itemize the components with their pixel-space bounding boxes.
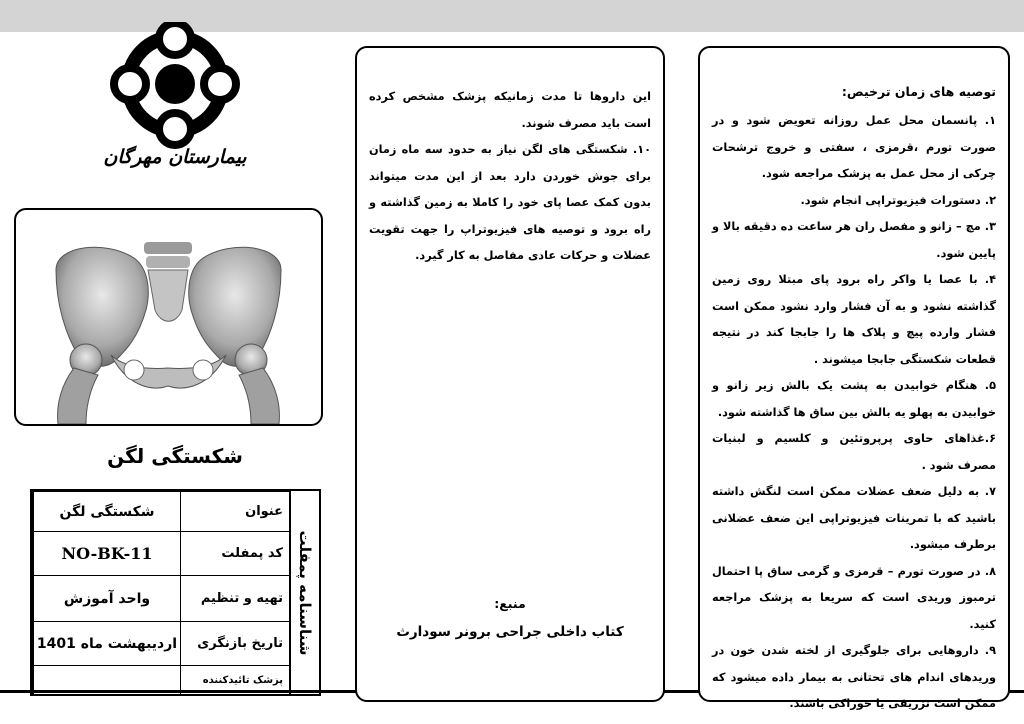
id-label: تهیه و تنظیم [181,576,290,622]
list-item: ۴. با عصا یا واکر راه برود پای مبتلا روی زمین گذاشته نشود و به آن فشار وارد نشود ممکن است فشار وارده پیچ و پلاک ها را جابجا کند در نتیجه قطعات شکستگی جابجا میشوند . [712,273,996,366]
id-table-grid [33,491,290,695]
list-item: ۷. به دلیل ضعف عضلات ممکن است لنگش داشته باشید که با تمرینات فیزیوتراپی این ضعف عضلانی برطرف میشود. [712,485,996,551]
id-label: کد پمفلت [181,532,290,576]
id-card-vertical-text: شناسنامه پمفلت [296,529,314,656]
id-label: عنوان [181,492,290,532]
list-item: ۹. داروهایی برای جلوگیری از لخته شدن خون در وریدهای اندام های تحتانی به بیمار داده میشود که ممکن است تزریقی یا خوراکی باشند. [712,644,996,710]
brochure-title: شکستگی لگن [107,444,243,468]
source-label: منبع: [494,596,526,611]
pamphlet-id-card [30,489,321,696]
list-item: ۶.غذاهای حاوی پرپروتئین و کلسیم و لبنیات مصرف شود . [712,432,996,472]
table-row [34,666,290,695]
paragraph: این داروها تا مدت زمانیکه پزشک مشخص کرده است باید مصرف شوند. [369,90,651,130]
table-row [34,532,290,576]
pelvis-bone-icon [16,210,321,424]
right-panel [698,46,1010,710]
id-value: واحد آموزش [34,576,181,622]
id-value: اردیبهشت ماه 1401 [34,622,181,666]
id-label: پزشک تائیدکننده [181,666,290,695]
list-item: ۸. در صورت تورم – قرمزی و گرمی ساق پا احتمال ترمبوز وریدی است که سریعا به پزشک مراجعه کنید. [712,564,996,631]
discharge-heading: توصیه های زمان ترخیص: [841,84,996,99]
id-value: شکستگی لگن [34,492,181,532]
id-value: NO-BK-11 [34,532,181,576]
logo-emblem-icon [100,22,250,152]
pelvis-image-frame [14,208,323,426]
hospital-name: بیمارستان مهرگان [103,146,247,168]
source-text: کتاب داخلی جراحی برونر سودارث [396,624,624,640]
list-item: ۵. هنگام خوابیدن به پشت یک بالش زیر زانو و خوابیدن به پهلو یه بالش بین ساق ها گذاشته شود. [712,379,996,419]
id-card-side-label [289,491,319,694]
list-item: ۳. مچ – زانو و مفصل ران هر ساعت ده دقیقه بالا و پایین شود. [712,220,996,260]
list-item: ۱. پانسمان محل عمل روزانه تعویض شود و در صورت تورم ،قرمزی ، سفتی و خروج ترشحات چرکی از محل عمل به پزشک مراجعه شود. [712,114,996,180]
middle-panel [355,46,665,702]
id-value [34,666,181,695]
paragraph: ۱۰. شکستگی های لگن نیاز به حدود سه ماه زمان برای جوش خوردن دارد بعد از این مدت میتواند بدون کمک عصا پای خود را کاملا به زمین گذاشته و راه برود و توصیه های فیزیوتراپ را جهت تقویت عضلات و حرکات عادی مفاصل به کار گیرد. [369,143,651,262]
table-row [34,576,290,622]
id-label: تاریخ بازنگری [181,622,290,666]
table-row [34,622,290,666]
list-item: ۲. دستورات فیزیوتراپی انجام شود. [800,193,996,207]
table-row [34,492,290,532]
